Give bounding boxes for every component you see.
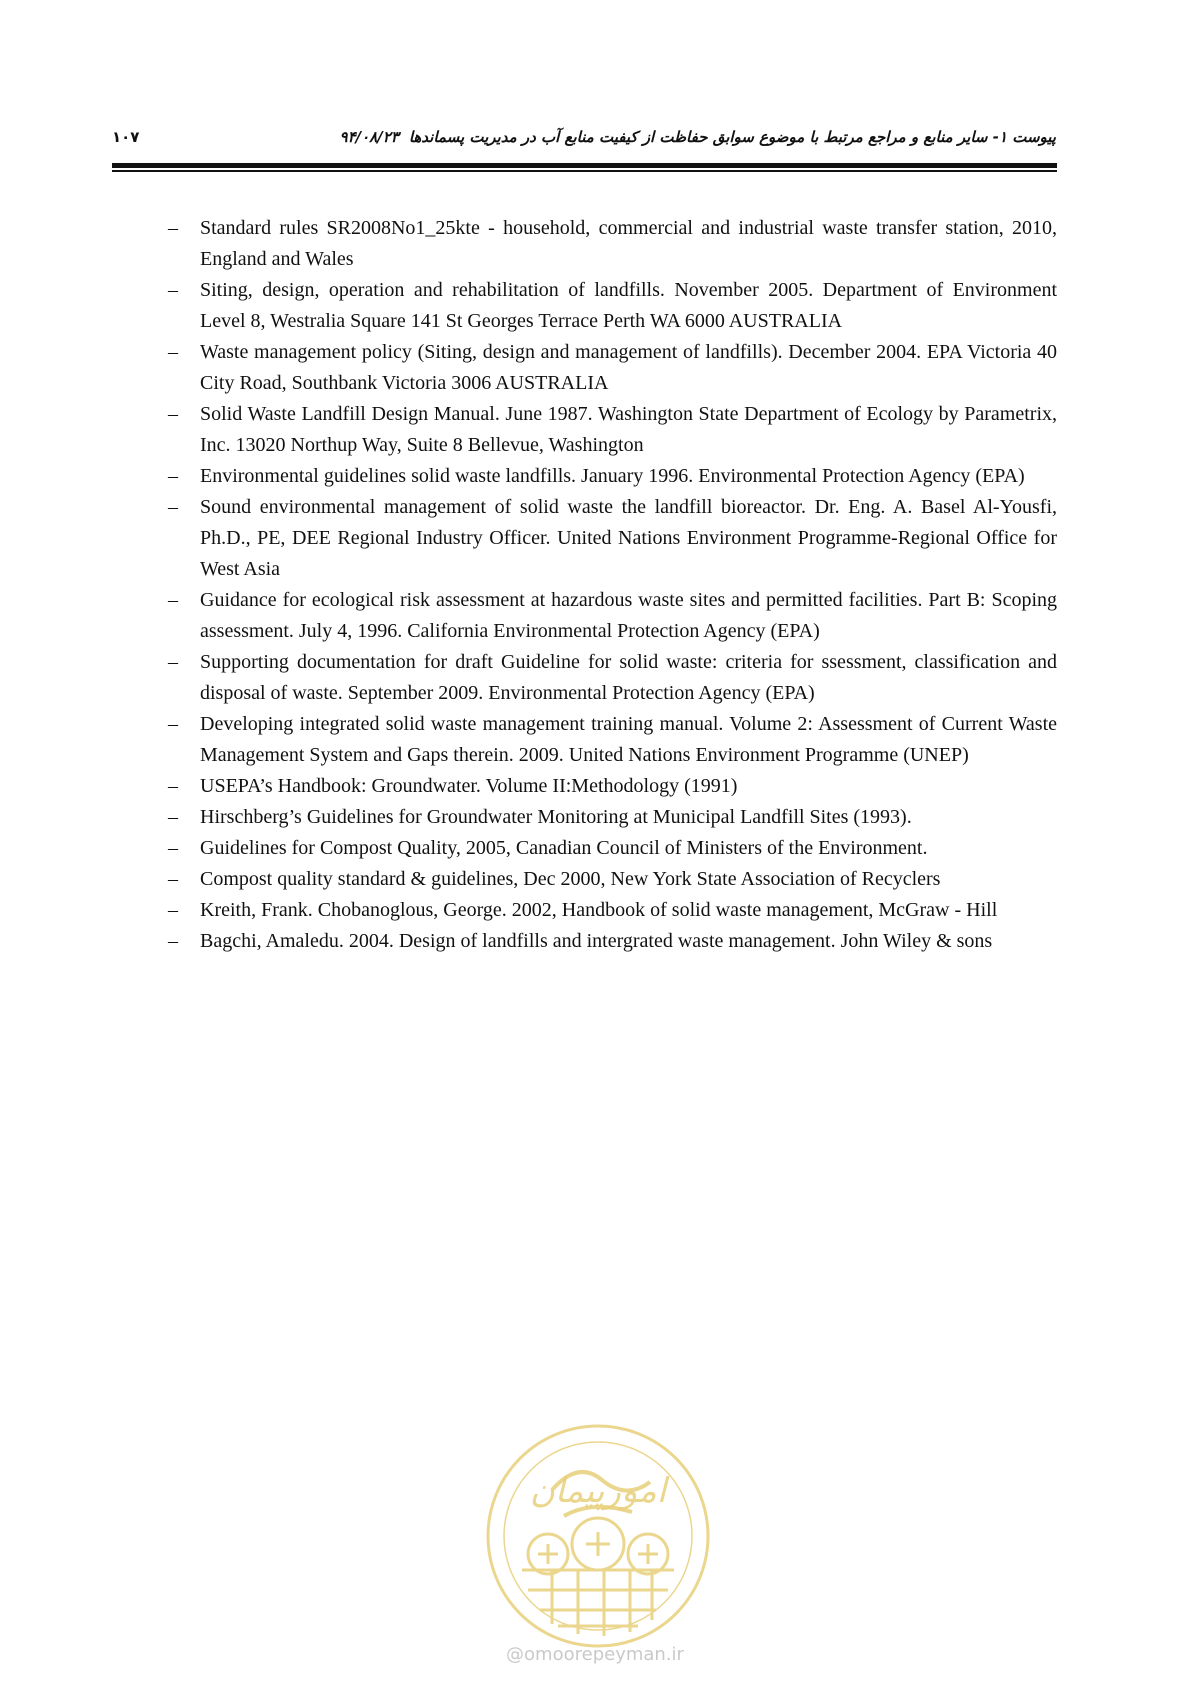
reference-item — [168, 275, 1057, 337]
watermark-logo-text: امورپیمان — [529, 1471, 667, 1511]
reference-item — [168, 585, 1057, 647]
reference-text: Hirschberg’s Guidelines for Groundwater Monitoring at Municipal Landfill Sites (1993). — [200, 806, 912, 828]
reference-text: Sound environmental management of solid waste the landfill bioreactor. Dr. Eng. A. Basel Al-Yousfi, Ph.D., PE, DEE Regional Industry Officer. United Nations Environment Programme-Regional Office for West Asia — [200, 496, 1057, 580]
reference-item — [168, 833, 1057, 864]
reference-text: Siting, design, operation and rehabilitation of landfills. November 2005. Department of Environment Level 8, Westralia Square 141 St Georges Terrace Perth WA 6000 AUSTRALIA — [200, 279, 1057, 332]
bullet-dash: – — [168, 775, 178, 797]
reference-item — [168, 337, 1057, 399]
reference-item — [168, 399, 1057, 461]
reference-list — [168, 213, 1057, 957]
reference-item — [168, 802, 1057, 833]
reference-text: Environmental guidelines solid waste landfills. January 1996. Environmental Protection Agency (EPA) — [200, 465, 1025, 487]
header-rule-thin — [112, 170, 1057, 172]
bullet-dash: – — [168, 806, 178, 828]
reference-text: Bagchi, Amaledu. 2004. Design of landfills and intergrated waste management. John Wiley & sons — [200, 930, 993, 952]
page-number: ۱۰۷ — [112, 128, 140, 146]
reference-item — [168, 647, 1057, 709]
reference-text: Guidelines for Compost Quality, 2005, Canadian Council of Ministers of the Environment. — [200, 837, 928, 859]
reference-item — [168, 864, 1057, 895]
reference-text: Developing integrated solid waste management training manual. Volume 2: Assessment of Current Waste Management System and Gaps therein. 2009. United Nations Environment Programme (UNEP) — [200, 713, 1057, 766]
reference-text: Solid Waste Landfill Design Manual. June 1987. Washington State Department of Ecology by Parametrix, Inc. 13020 Northup Way, Suite 8 Bellevue, Washington — [200, 403, 1057, 456]
reference-item — [168, 926, 1057, 957]
bullet-dash: – — [168, 837, 178, 859]
reference-item — [168, 709, 1057, 771]
reference-item — [168, 461, 1057, 492]
bullet-dash: – — [168, 651, 178, 673]
reference-text: Supporting documentation for draft Guideline for solid waste: criteria for ssessment, classification and disposal of waste. September 2009. Environmental Protection Agency (EPA) — [200, 651, 1057, 704]
bullet-dash: – — [168, 217, 178, 239]
bullet-dash: – — [168, 465, 178, 487]
header-title: پیوست ۱- سایر منابع و مراجع مرتبط با موضوع سوابق حفاظت از کیفیت منابع آب در مدیریت پسماندها — [408, 128, 1056, 146]
bullet-dash: – — [168, 279, 178, 301]
reference-item — [168, 492, 1057, 585]
bullet-dash: – — [168, 496, 178, 518]
reference-text: Standard rules SR2008No1_25kte - household, commercial and industrial waste transfer station, 2010, England and Wales — [200, 217, 1057, 270]
bullet-dash: – — [168, 589, 178, 611]
bullet-dash: – — [168, 899, 178, 921]
bullet-dash: – — [168, 341, 178, 363]
reference-text: Compost quality standard & guidelines, Dec 2000, New York State Association of Recyclers — [200, 868, 941, 890]
reference-item — [168, 895, 1057, 926]
bullet-dash: – — [168, 930, 178, 952]
reference-item — [168, 213, 1057, 275]
reference-text: USEPA’s Handbook: Groundwater. Volume II:Methodology (1991) — [200, 775, 738, 797]
header-date: ۹۴/۰۸/۲۳ — [339, 128, 399, 146]
watermark-caption: @omoorepeyman.ir — [506, 1644, 684, 1665]
reference-text: Kreith, Frank. Chobanoglous, George. 2002, Handbook of solid waste management, McGraw - Hill — [200, 899, 998, 921]
reference-text: Guidance for ecological risk assessment at hazardous waste sites and permitted facilities. Part B: Scoping assessment. July 4, 1996. California Environmental Protection Agency (EPA) — [200, 589, 1057, 642]
bullet-dash: – — [168, 403, 178, 425]
page-header — [112, 128, 1056, 158]
header-rule-thick — [112, 163, 1057, 168]
watermark-logo — [482, 1420, 714, 1652]
bullet-dash: – — [168, 868, 178, 890]
reference-text: Waste management policy (Siting, design and management of landfills). December 2004. EPA Victoria 40 City Road, Southbank Victoria 3006 AUSTRALIA — [200, 341, 1057, 394]
bullet-dash: – — [168, 713, 178, 735]
header-title-block — [340, 128, 1056, 146]
reference-item — [168, 771, 1057, 802]
